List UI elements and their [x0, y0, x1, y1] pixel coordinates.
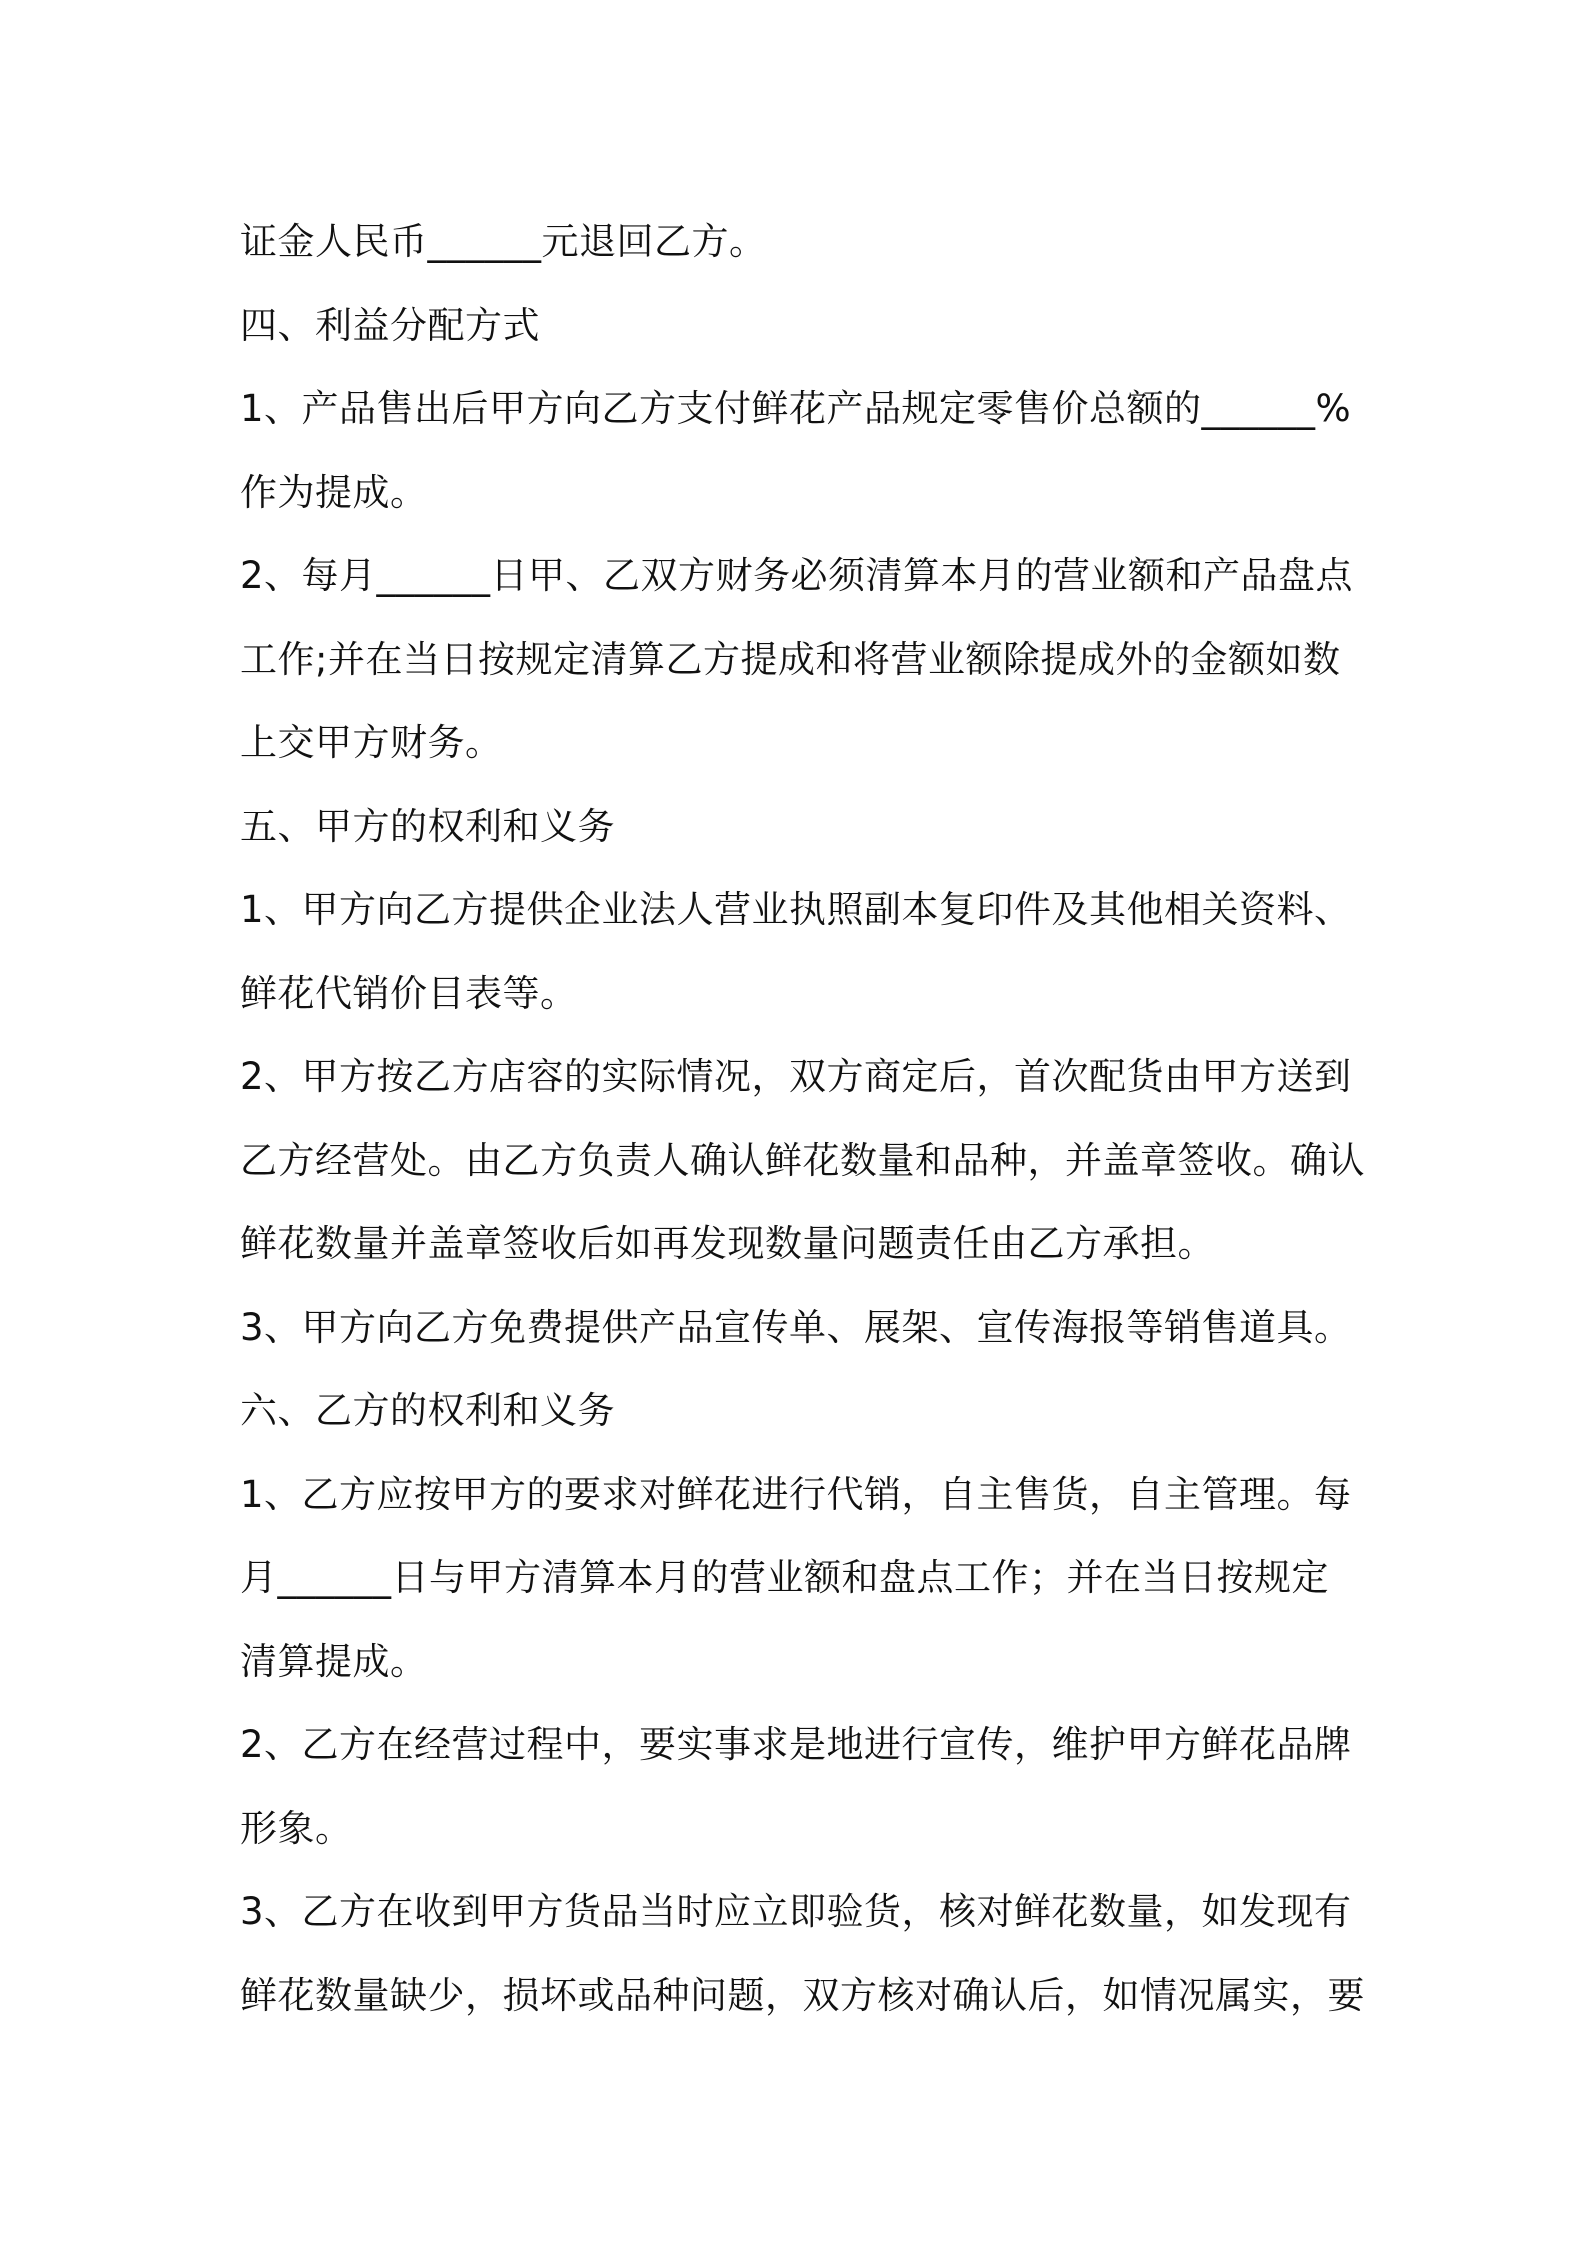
document-body — [240, 200, 1365, 2037]
section-heading-6: 六、乙方的权利和义务 — [240, 1389, 615, 1432]
text-line: 2、乙方在经营过程中，要实事求是地进行宣传，维护甲方鲜花品牌 — [240, 1723, 1352, 1766]
text-line: 清算提成。 — [240, 1639, 428, 1683]
text-line: 1、甲方向乙方提供企业法人营业执照副本复印件及其他相关资料、 — [240, 888, 1352, 931]
text-line: 3、甲方向乙方免费提供产品宣传单、展架、宣传海报等销售道具。 — [240, 1305, 1352, 1349]
text-line: 月______日与甲方清算本月的营业额和盘点工作；并在当日按规定 — [240, 1556, 1329, 1599]
text-line: 形象。 — [240, 1806, 353, 1850]
text-line: 鲜花数量并盖章签收后如再发现数量问题责任由乙方承担。 — [240, 1222, 1215, 1265]
section-heading-5: 五、甲方的权利和义务 — [240, 804, 615, 848]
text-line: 2、甲方按乙方店容的实际情况，双方商定后，首次配货由甲方送到 — [240, 1055, 1352, 1098]
text-line: 1、乙方应按甲方的要求对鲜花进行代销，自主售货，自主管理。每 — [240, 1472, 1352, 1516]
section-heading-4: 四、利益分配方式 — [240, 303, 540, 347]
text-line: 鲜花代销价目表等。 — [240, 971, 578, 1015]
text-line: 3、乙方在收到甲方货品当时应立即验货，核对鲜花数量，如发现有 — [240, 1890, 1352, 1933]
text-line: 2、每月______日甲、乙双方财务必须清算本月的营业额和产品盘点 — [240, 554, 1354, 597]
text-line: 1、产品售出后甲方向乙方支付鲜花产品规定零售价总额的______% — [240, 387, 1352, 430]
text-line: 证金人民币______元退回乙方。 — [240, 220, 767, 263]
text-line: 工作;并在当日按规定清算乙方提成和将营业额除提成外的金额如数 — [240, 637, 1341, 681]
text-line: 上交甲方财务。 — [240, 721, 503, 764]
text-line: 乙方经营处。由乙方负责人确认鲜花数量和品种，并盖章签收。确认 — [240, 1138, 1365, 1182]
text-line: 鲜花数量缺少，损坏或品种问题，双方核对确认后，如情况属实，要 — [240, 1973, 1365, 2017]
text-line: 作为提成。 — [240, 470, 428, 514]
